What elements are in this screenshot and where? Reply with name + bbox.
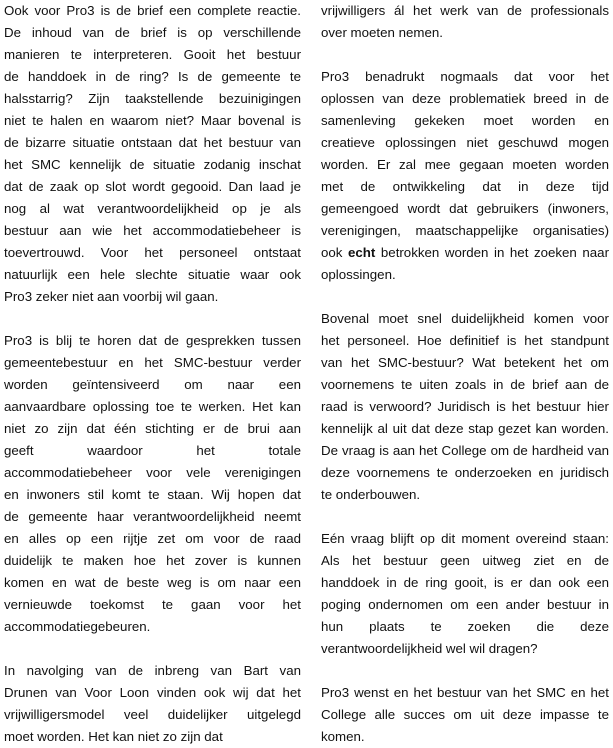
text-line: en alles op een rijtje zet om voor de raad bbox=[4, 531, 301, 546]
emphasis-word: echt bbox=[348, 245, 376, 260]
text-line: Drunen van Voor Loon vinden ook wij dat het bbox=[4, 685, 301, 700]
text-line: verenigingen, maatschappelijke organisaties) bbox=[321, 223, 609, 238]
text-line: gemeengoed wordt dat gebruikers (inwoners, bbox=[321, 201, 609, 216]
text-line: van het SMC-bestuur? Wat betekent het om bbox=[321, 355, 609, 370]
paragraph bbox=[321, 66, 609, 286]
text-line: oplossen van deze problematiek breed in de bbox=[321, 91, 609, 106]
text-line: Eén vraag blijft op dit moment overeind staan: bbox=[321, 531, 609, 546]
text-line: Ook voor Pro3 is de brief een complete reactie. bbox=[4, 3, 301, 18]
paragraph-gap bbox=[4, 638, 301, 660]
text-line: worden geïntensiveerd om naar een bbox=[4, 377, 301, 392]
text-line: poging ondernomen om een ander bestuur in bbox=[321, 597, 609, 612]
text-line: vrijwilligersmodel veel duidelijker uitgelegd bbox=[4, 707, 301, 722]
text-line: accommodatiegebeuren. bbox=[4, 619, 151, 634]
text-line: manieren te interpreteren. Gooit het bestuur bbox=[4, 47, 301, 62]
text-line: deze voornemens te onderzoeken en juridisch bbox=[321, 465, 609, 480]
text-line: nog al wat verantwoordelijkheid op je als bbox=[4, 201, 301, 216]
text-line: De inhoud van de brief is op verschillende bbox=[4, 25, 301, 40]
paragraph-gap bbox=[4, 308, 301, 330]
text-line: over moeten nemen. bbox=[321, 25, 443, 40]
paragraph bbox=[321, 308, 609, 506]
paragraph-gap bbox=[321, 506, 609, 528]
text-line: de handdoek in de ring? Is de gemeente te bbox=[4, 69, 301, 84]
text-line: het personeel. Hoe definitief is het standpunt bbox=[321, 333, 609, 348]
text-line: halsstarrig? Zijn taakstellende bezuinigingen bbox=[4, 91, 301, 106]
text-line: komen en wat de beste weg is om naar een bbox=[4, 575, 301, 590]
text-line: vrijwilligers ál het werk van de professionals bbox=[321, 3, 609, 18]
text-line: Bovenal moet snel duidelijkheid komen voor bbox=[321, 311, 609, 326]
text-line: Pro3 wenst en het bestuur van het SMC en het bbox=[321, 685, 609, 700]
text-line: dat de zaak op slot wordt gegooid. Dan laad je bbox=[4, 179, 301, 194]
text-line: worden. Er zal mee gegaan moeten worden bbox=[321, 157, 609, 172]
text-line: creatieve oplossingen niet geschuwd mogen bbox=[321, 135, 609, 150]
paragraph bbox=[4, 330, 301, 638]
text-line: voornemens te uiten zoals in de brief aan de bbox=[321, 377, 609, 392]
text-line: Pro3 zeker niet aan voorbij wil gaan. bbox=[4, 289, 219, 304]
text-line: aanvaardbare oplossing toe te werken. Het kan bbox=[4, 399, 301, 414]
text-line: vernieuwde toekomst te gaan voor het bbox=[4, 597, 301, 612]
text-line: geeft waardoor het totale bbox=[4, 443, 301, 458]
text-line: komen. bbox=[321, 729, 365, 744]
text-line: niet zo zijn dat één stichting er de brui aan bbox=[4, 421, 301, 436]
text-line: duidelijk te maken hoe het zover is kunnen bbox=[4, 553, 301, 568]
text-line: te onderbouwen. bbox=[321, 487, 421, 502]
text-line: toevertrouwd. Voor het personeel ontstaat bbox=[4, 245, 301, 260]
paragraph bbox=[321, 682, 609, 748]
right-column bbox=[321, 0, 609, 748]
text-line: College alle succes om uit deze impasse te bbox=[321, 707, 609, 722]
text-line: Pro3 benadrukt nogmaals dat voor het bbox=[321, 69, 609, 84]
text-line: en inwoners stil komt te staan. Wij hopen dat bbox=[4, 487, 301, 502]
text-line: kennelijk al uit dat deze stap gezet kan worden. bbox=[321, 421, 609, 436]
left-column bbox=[4, 0, 301, 748]
text-line: Als het bestuur geen uitweg ziet en de bbox=[321, 553, 609, 568]
text-line: accommodatiebeheer voor vele verenigingen bbox=[4, 465, 301, 480]
text-line: In navolging van de inbreng van Bart van bbox=[4, 663, 301, 678]
text-line: gemeentebestuur en het SMC-bestuur verder bbox=[4, 355, 301, 370]
text-line: verantwoordelijkheid wel wil dragen? bbox=[321, 641, 538, 656]
text-line: de gemeente haar verantwoordelijkheid neemt bbox=[4, 509, 301, 524]
text-line: met de ontwikkeling dat in deze tijd bbox=[321, 179, 609, 194]
paragraph bbox=[4, 660, 301, 748]
text-line: handdoek in de ring gooit, is er dan ook een bbox=[321, 575, 609, 590]
paragraph bbox=[321, 0, 609, 44]
text-line: Pro3 is blij te horen dat de gesprekken tussen bbox=[4, 333, 301, 348]
paragraph bbox=[321, 528, 609, 660]
text-line: de bizarre situatie ontstaan dat het bestuur van bbox=[4, 135, 301, 150]
text-line: moet worden. Het kan niet zo zijn dat bbox=[4, 729, 223, 744]
paragraph-gap bbox=[321, 44, 609, 66]
text-line: het SMC kennelijk de situatie zodanig inschat bbox=[4, 157, 301, 172]
text-line: samenleving gekeken moet worden en bbox=[321, 113, 609, 128]
text-line: De vraag is aan het College om de hardheid van bbox=[321, 443, 609, 458]
paragraph-gap bbox=[321, 660, 609, 682]
paragraph-gap bbox=[321, 286, 609, 308]
text-line: hun plaats te zoeken die deze bbox=[321, 619, 609, 634]
text-line: oplossingen. bbox=[321, 267, 396, 282]
text-line: bestuur aan wie het accommodatiebeheer is bbox=[4, 223, 301, 238]
paragraph bbox=[4, 0, 301, 308]
text-line: niet te halen en waarom niet? Maar bovenal is bbox=[4, 113, 301, 128]
text-line: ook echt betrokken worden in het zoeken naar bbox=[321, 245, 609, 260]
text-line: natuurlijk een hele slechte situatie waar ook bbox=[4, 267, 301, 282]
text-line: raad is verwoord? Juridisch is het bestuur hier bbox=[321, 399, 609, 414]
